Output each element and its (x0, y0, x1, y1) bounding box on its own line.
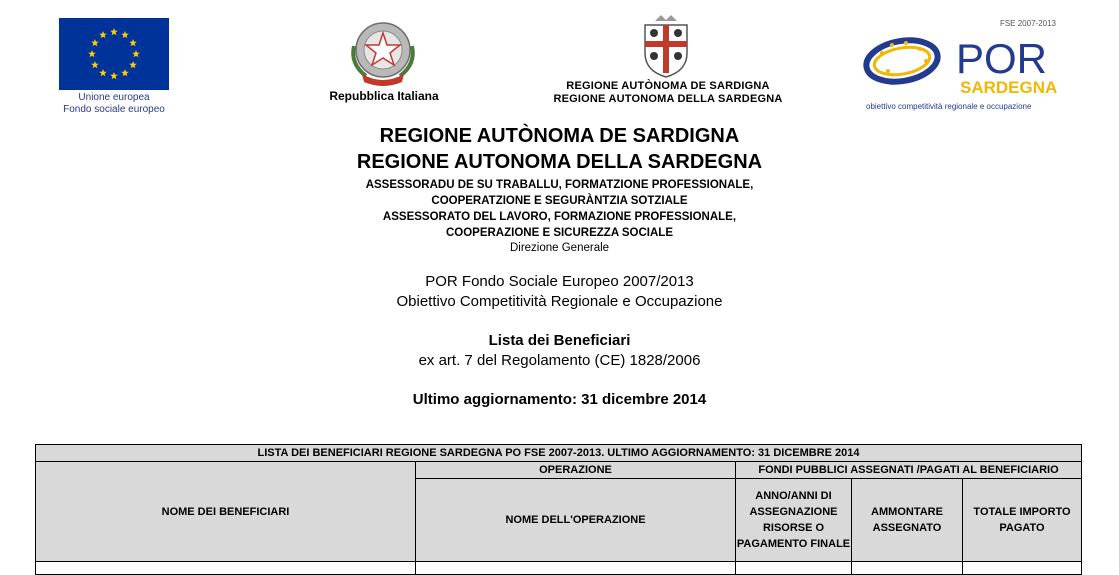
dept-line-2: COOPERATZIONE E SEGURÀNTZIA SOTZIALE (431, 195, 688, 207)
italian-republic-caption: Repubblica Italiana (329, 89, 439, 103)
org-title-sardinian: REGIONE AUTÒNOMA DE SARDIGNA (379, 125, 740, 147)
regulation-reference: ex art. 7 del Regolamento (CE) 1828/2006 (418, 352, 701, 369)
sardinia-caption-line1: REGIONE AUTÒNOMA DE SARDIGNA (566, 80, 770, 92)
table-cell (416, 562, 736, 575)
col-header-assigned-l2: ASSEGNATO (872, 522, 942, 534)
direction-label: Direzione Generale (509, 242, 610, 254)
table-cell (852, 562, 963, 575)
por-tagline: obiettivo competitività regionale e occupazione (866, 102, 1032, 111)
col-header-years-l1: ANNO/ANNI DI (755, 490, 832, 502)
section-header-funds: FONDI PUBBLICI ASSEGNATI /PAGATI AL BENEFICIARIO (736, 462, 1082, 479)
eu-flag-icon (59, 18, 169, 90)
por-small-label: FSE 2007-2013 (999, 19, 1056, 28)
list-title: Lista dei Beneficiari (488, 332, 631, 349)
eu-caption-line1: Unione europea (78, 92, 150, 103)
beneficiaries-table (35, 444, 1081, 575)
table-cell (36, 562, 416, 575)
last-update: Ultimo aggiornamento: 31 dicembre 2014 (412, 391, 707, 408)
col-header-years-l2: ASSEGNAZIONE (749, 506, 838, 518)
program-title: POR Fondo Sociale Europeo 2007/2013 (425, 273, 694, 290)
dept-line-3: ASSESSORATO DEL LAVORO, FORMAZIONE PROFESSIONALE, (382, 211, 737, 223)
por-sardegna-word: SARDEGNA (960, 78, 1058, 97)
col-header-paid-l2: PAGATO (999, 522, 1045, 534)
col-header-years-l4: PAGAMENTO FINALE (736, 538, 851, 550)
col-header-years (736, 479, 852, 562)
table-cell (963, 562, 1082, 575)
col-header-years-l3: RISORSE O (762, 522, 825, 534)
por-sardegna-logo-icon (862, 15, 1062, 113)
col-header-operation-name: NOME DELL'OPERAZIONE (416, 479, 736, 562)
col-header-beneficiaries: NOME DEI BENEFICIARI (36, 462, 416, 562)
eu-caption-line2: Fondo sociale europeo (63, 104, 165, 115)
dept-line-4: COOPERAZIONE E SICUREZZA SOCIALE (445, 227, 674, 239)
eu-caption (56, 92, 172, 116)
sardinia-coat-of-arms-icon (637, 15, 695, 79)
italian-republic-emblem-icon (346, 16, 420, 90)
col-header-paid-l1: TOTALE IMPORTO (973, 506, 1071, 518)
section-header-operation: OPERAZIONE (416, 462, 736, 479)
col-header-assigned (852, 479, 963, 562)
col-header-paid (963, 479, 1082, 562)
program-objective: Obiettivo Competitività Regionale e Occupazione (396, 293, 723, 310)
sardinia-caption-line2: REGIONE AUTONOMA DELLA SARDEGNA (553, 93, 783, 105)
table-cell (736, 562, 852, 575)
org-title-italian: REGIONE AUTONOMA DELLA SARDEGNA (356, 151, 763, 173)
col-header-assigned-l1: AMMONTARE (871, 506, 943, 518)
table-title: LISTA DEI BENEFICIARI REGIONE SARDEGNA PO FSE 2007-2013. ULTIMO AGGIORNAMENTO: 31 DICEMBRE 2014 (36, 445, 1082, 462)
por-word: POR (956, 35, 1048, 82)
dept-line-1: ASSESSORADU DE SU TRABALLU, FORMATZIONE PROFESSIONALE, (365, 179, 754, 191)
